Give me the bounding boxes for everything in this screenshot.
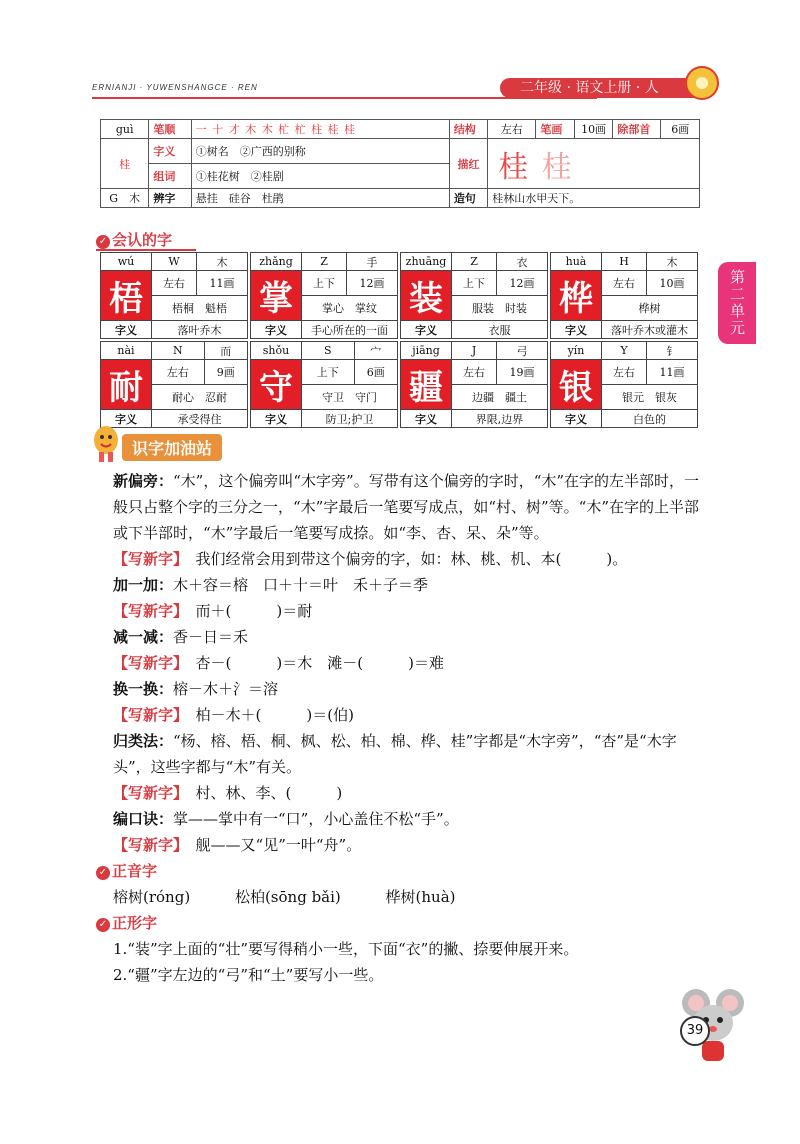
main-radical: 木 bbox=[129, 192, 141, 205]
card-pinyin: shǒu bbox=[251, 342, 302, 360]
main-sentence: 桂林山水甲天下。 bbox=[488, 189, 700, 208]
card-radical: 木 bbox=[647, 253, 698, 271]
main-pinyin: guì bbox=[101, 120, 149, 139]
card-radical: 木 bbox=[197, 253, 248, 271]
write-text: 舰——又“见”一叶“舟”。 bbox=[195, 836, 362, 854]
radical-strokes: 6画 bbox=[661, 120, 700, 139]
card-strokes: 11画 bbox=[197, 271, 248, 296]
card-structure: 左右 bbox=[452, 360, 497, 385]
form-heading-text: 正形字 bbox=[112, 914, 158, 932]
card-strokes: 10画 bbox=[647, 271, 698, 296]
new-radical-para bbox=[113, 468, 703, 546]
form-heading bbox=[96, 912, 157, 933]
write-text: 柏－木＋( )＝(伯) bbox=[195, 706, 354, 724]
trace-char-solid: 桂 bbox=[498, 149, 529, 185]
page-number: 39 bbox=[680, 1016, 710, 1046]
write-line-6 bbox=[113, 832, 703, 858]
mascot-bean-icon bbox=[91, 424, 121, 464]
card-meaning: 衣服 bbox=[452, 321, 548, 339]
main-letter-radical bbox=[101, 189, 149, 208]
card-char: 疆 bbox=[401, 360, 452, 410]
card-meaning: 落叶乔木 bbox=[152, 321, 248, 339]
class-label: 归类法： bbox=[113, 732, 174, 750]
strokes-value: 10画 bbox=[574, 120, 613, 139]
distinguish-label: 辨字 bbox=[149, 189, 191, 208]
card-radical: 而 bbox=[204, 342, 247, 360]
main-char: 桂 bbox=[101, 139, 149, 189]
card-char: 掌 bbox=[251, 271, 302, 321]
main-char-table bbox=[100, 119, 700, 208]
card-strokes: 12画 bbox=[497, 271, 548, 296]
write-label: 【写新字】 bbox=[113, 550, 181, 568]
publisher-badge-icon bbox=[685, 66, 719, 100]
rhyme-label: 编口诀： bbox=[113, 810, 174, 828]
sub-label: 减一减： bbox=[113, 628, 174, 646]
card-char: 耐 bbox=[101, 360, 152, 410]
rhyme-line bbox=[113, 806, 703, 832]
write-line-1 bbox=[113, 546, 703, 572]
card-radical: 弓 bbox=[497, 342, 548, 360]
check-icon: ✓ bbox=[96, 866, 110, 880]
card-key: 字义 bbox=[251, 321, 302, 339]
swap-line bbox=[113, 676, 703, 702]
unit-side-tab: 第二单元 bbox=[718, 262, 756, 344]
card-letter: Z bbox=[452, 253, 497, 271]
card-words: 守卫 守门 bbox=[302, 385, 398, 410]
card-meaning: 承受得住 bbox=[152, 410, 248, 428]
recognize-heading-text: 会认的字 bbox=[112, 231, 173, 249]
recognize-heading bbox=[96, 229, 172, 250]
card-letter: W bbox=[152, 253, 197, 271]
card-radical: 手 bbox=[347, 253, 398, 271]
card-words: 边疆 疆土 bbox=[452, 385, 548, 410]
write-line-5 bbox=[113, 780, 703, 806]
card-pinyin: yín bbox=[551, 342, 602, 360]
card-pinyin: jiāng bbox=[401, 342, 452, 360]
pron-heading bbox=[96, 860, 157, 881]
card-structure: 上下 bbox=[302, 271, 347, 296]
card-key: 字义 bbox=[551, 321, 602, 339]
add-line bbox=[113, 572, 703, 598]
card-key: 字义 bbox=[401, 410, 452, 428]
card-words: 梧桐 魁梧 bbox=[152, 296, 248, 321]
card-meaning: 落叶乔木或灌木 bbox=[602, 321, 698, 339]
card-char: 梧 bbox=[101, 271, 152, 321]
char-card bbox=[250, 252, 398, 337]
card-structure: 左右 bbox=[602, 360, 647, 385]
form-item: 1.“装”字上面的“壮”要写得稍小一些，下面“衣”的撇、捺要伸展开来。 bbox=[113, 940, 579, 958]
write-text: 而＋( )＝耐 bbox=[195, 602, 313, 620]
write-text: 村、林、李、( ) bbox=[195, 784, 343, 802]
char-card bbox=[100, 252, 248, 337]
structure-value: 左右 bbox=[488, 120, 536, 139]
meaning-label: 字义 bbox=[149, 139, 191, 164]
card-words: 掌心 掌纹 bbox=[302, 296, 398, 321]
new-radical-text: “木”，这个偏旁叫“木字旁”。写带有这个偏旁的字时，“木”在字的左半部时，一般只占整个字的三分之一，“木”字最后一笔要写成点，如“村、树”等。“木”在字的上半部或下半部时，“木”字最后一笔要写成捺。如“李、杏、呆、朵”等。 bbox=[113, 472, 700, 542]
write-label: 【写新字】 bbox=[113, 602, 181, 620]
card-key: 字义 bbox=[401, 321, 452, 339]
words-label: 组词 bbox=[149, 164, 191, 189]
header-english: ERNIANJI · YUWENSHANGCE · REN bbox=[92, 83, 258, 92]
card-words: 服装 时装 bbox=[452, 296, 548, 321]
add-label: 加一加： bbox=[113, 576, 174, 594]
class-para bbox=[113, 728, 703, 780]
card-char: 守 bbox=[251, 360, 302, 410]
card-key: 字义 bbox=[101, 410, 152, 428]
sub-text: 香－日＝禾 bbox=[173, 628, 249, 646]
write-text: 我们经常会用到带这个偏旁的字，如：林、桃、机、本( )。 bbox=[195, 550, 628, 568]
card-structure: 左右 bbox=[152, 360, 205, 385]
pron-heading-text: 正音字 bbox=[112, 862, 158, 880]
card-char: 装 bbox=[401, 271, 452, 321]
main-letter: G bbox=[109, 192, 119, 205]
card-key: 字义 bbox=[551, 410, 602, 428]
card-strokes: 6画 bbox=[354, 360, 397, 385]
card-structure: 左右 bbox=[602, 271, 647, 296]
recognize-underline bbox=[96, 249, 196, 251]
trace-area bbox=[488, 139, 700, 189]
trace-char-light: 桂 bbox=[541, 149, 572, 185]
stroke-order: 一 十 才 木 木 杧 杧 柱 桂 桂 bbox=[191, 120, 449, 139]
form-list bbox=[113, 936, 703, 988]
card-radical: 宀 bbox=[354, 342, 397, 360]
sentence-label: 造句 bbox=[449, 189, 487, 208]
new-radical-label: 新偏旁： bbox=[113, 472, 174, 490]
check-icon: ✓ bbox=[96, 918, 110, 932]
main-meaning: ①树名 ②广西的别称 bbox=[191, 139, 449, 164]
add-text: 木＋容＝榕 口＋十＝叶 禾＋子＝季 bbox=[173, 576, 429, 594]
card-pinyin: huà bbox=[551, 253, 602, 271]
class-text: “杨、榕、梧、桐、枫、松、柏、棉、桦、桂”字都是“木字旁”，“杏”是“木字头”，这些字都与“木”有关。 bbox=[113, 732, 677, 776]
char-card bbox=[550, 341, 698, 426]
write-line-3 bbox=[113, 650, 703, 676]
card-strokes: 19画 bbox=[497, 360, 548, 385]
card-meaning: 手心所在的一面 bbox=[302, 321, 398, 339]
card-char: 桦 bbox=[551, 271, 602, 321]
card-strokes: 9画 bbox=[204, 360, 247, 385]
card-structure: 上下 bbox=[302, 360, 355, 385]
char-card bbox=[250, 341, 398, 426]
radical-label: 除部首 bbox=[613, 120, 661, 139]
distinguish-words: 悬挂 硅谷 杜鹃 bbox=[191, 189, 449, 208]
card-letter: Z bbox=[302, 253, 347, 271]
card-key: 字义 bbox=[251, 410, 302, 428]
card-letter: Y bbox=[602, 342, 647, 360]
card-strokes: 12画 bbox=[347, 271, 398, 296]
card-words: 银元 银灰 bbox=[602, 385, 698, 410]
swap-label: 换一换： bbox=[113, 680, 174, 698]
write-label: 【写新字】 bbox=[113, 654, 181, 672]
card-meaning: 白色的 bbox=[602, 410, 698, 428]
write-label: 【写新字】 bbox=[113, 784, 181, 802]
card-strokes: 11画 bbox=[647, 360, 698, 385]
body-text bbox=[113, 468, 703, 858]
pron-item: 松柏(sōng bǎi) bbox=[234, 888, 341, 906]
main-words: ①桂花树 ②桂剧 bbox=[191, 164, 449, 189]
card-letter: J bbox=[452, 342, 497, 360]
char-card bbox=[100, 341, 248, 426]
form-item: 2.“疆”字左边的“弓”和“土”要写小一些。 bbox=[113, 966, 384, 984]
card-meaning: 防卫;护卫 bbox=[302, 410, 398, 428]
card-pinyin: zhǎng bbox=[251, 253, 302, 271]
char-card bbox=[400, 341, 548, 426]
structure-label: 结构 bbox=[449, 120, 487, 139]
check-icon: ✓ bbox=[96, 235, 110, 249]
sub-line bbox=[113, 624, 703, 650]
card-radical: 衣 bbox=[497, 253, 548, 271]
write-line-2 bbox=[113, 598, 703, 624]
card-radical: 钅 bbox=[647, 342, 698, 360]
stroke-label: 笔顺 bbox=[149, 120, 191, 139]
card-structure: 左右 bbox=[152, 271, 197, 296]
write-label: 【写新字】 bbox=[113, 706, 181, 724]
card-pinyin: nài bbox=[101, 342, 152, 360]
card-letter: S bbox=[302, 342, 355, 360]
card-structure: 上下 bbox=[452, 271, 497, 296]
grade-bar: 二年级 · 语文上册 · 人 bbox=[500, 78, 710, 98]
card-letter: H bbox=[602, 253, 647, 271]
trace-label: 描红 bbox=[449, 139, 487, 189]
pron-item: 榕树(róng) bbox=[113, 888, 191, 906]
card-meaning: 界限,边界 bbox=[452, 410, 548, 428]
card-letter: N bbox=[152, 342, 205, 360]
card-char: 银 bbox=[551, 360, 602, 410]
swap-text: 榕－木＋氵＝溶 bbox=[173, 680, 279, 698]
pron-list bbox=[113, 886, 456, 907]
pron-item: 桦树(huà) bbox=[385, 888, 456, 906]
card-words: 耐心 忍耐 bbox=[152, 385, 248, 410]
write-text: 杏－( )＝木 滩－( )＝难 bbox=[195, 654, 444, 672]
card-words: 桦树 bbox=[602, 296, 698, 321]
rhyme-text: 掌——掌中有一“口”，小心盖住不松“手”。 bbox=[173, 810, 459, 828]
card-key: 字义 bbox=[101, 321, 152, 339]
char-card bbox=[400, 252, 548, 337]
write-label: 【写新字】 bbox=[113, 836, 181, 854]
char-card bbox=[550, 252, 698, 337]
write-line-4 bbox=[113, 702, 703, 728]
strokes-label: 笔画 bbox=[536, 120, 574, 139]
card-pinyin: wú bbox=[101, 253, 152, 271]
card-pinyin: zhuāng bbox=[401, 253, 452, 271]
station-title: 识字加油站 bbox=[122, 434, 222, 461]
